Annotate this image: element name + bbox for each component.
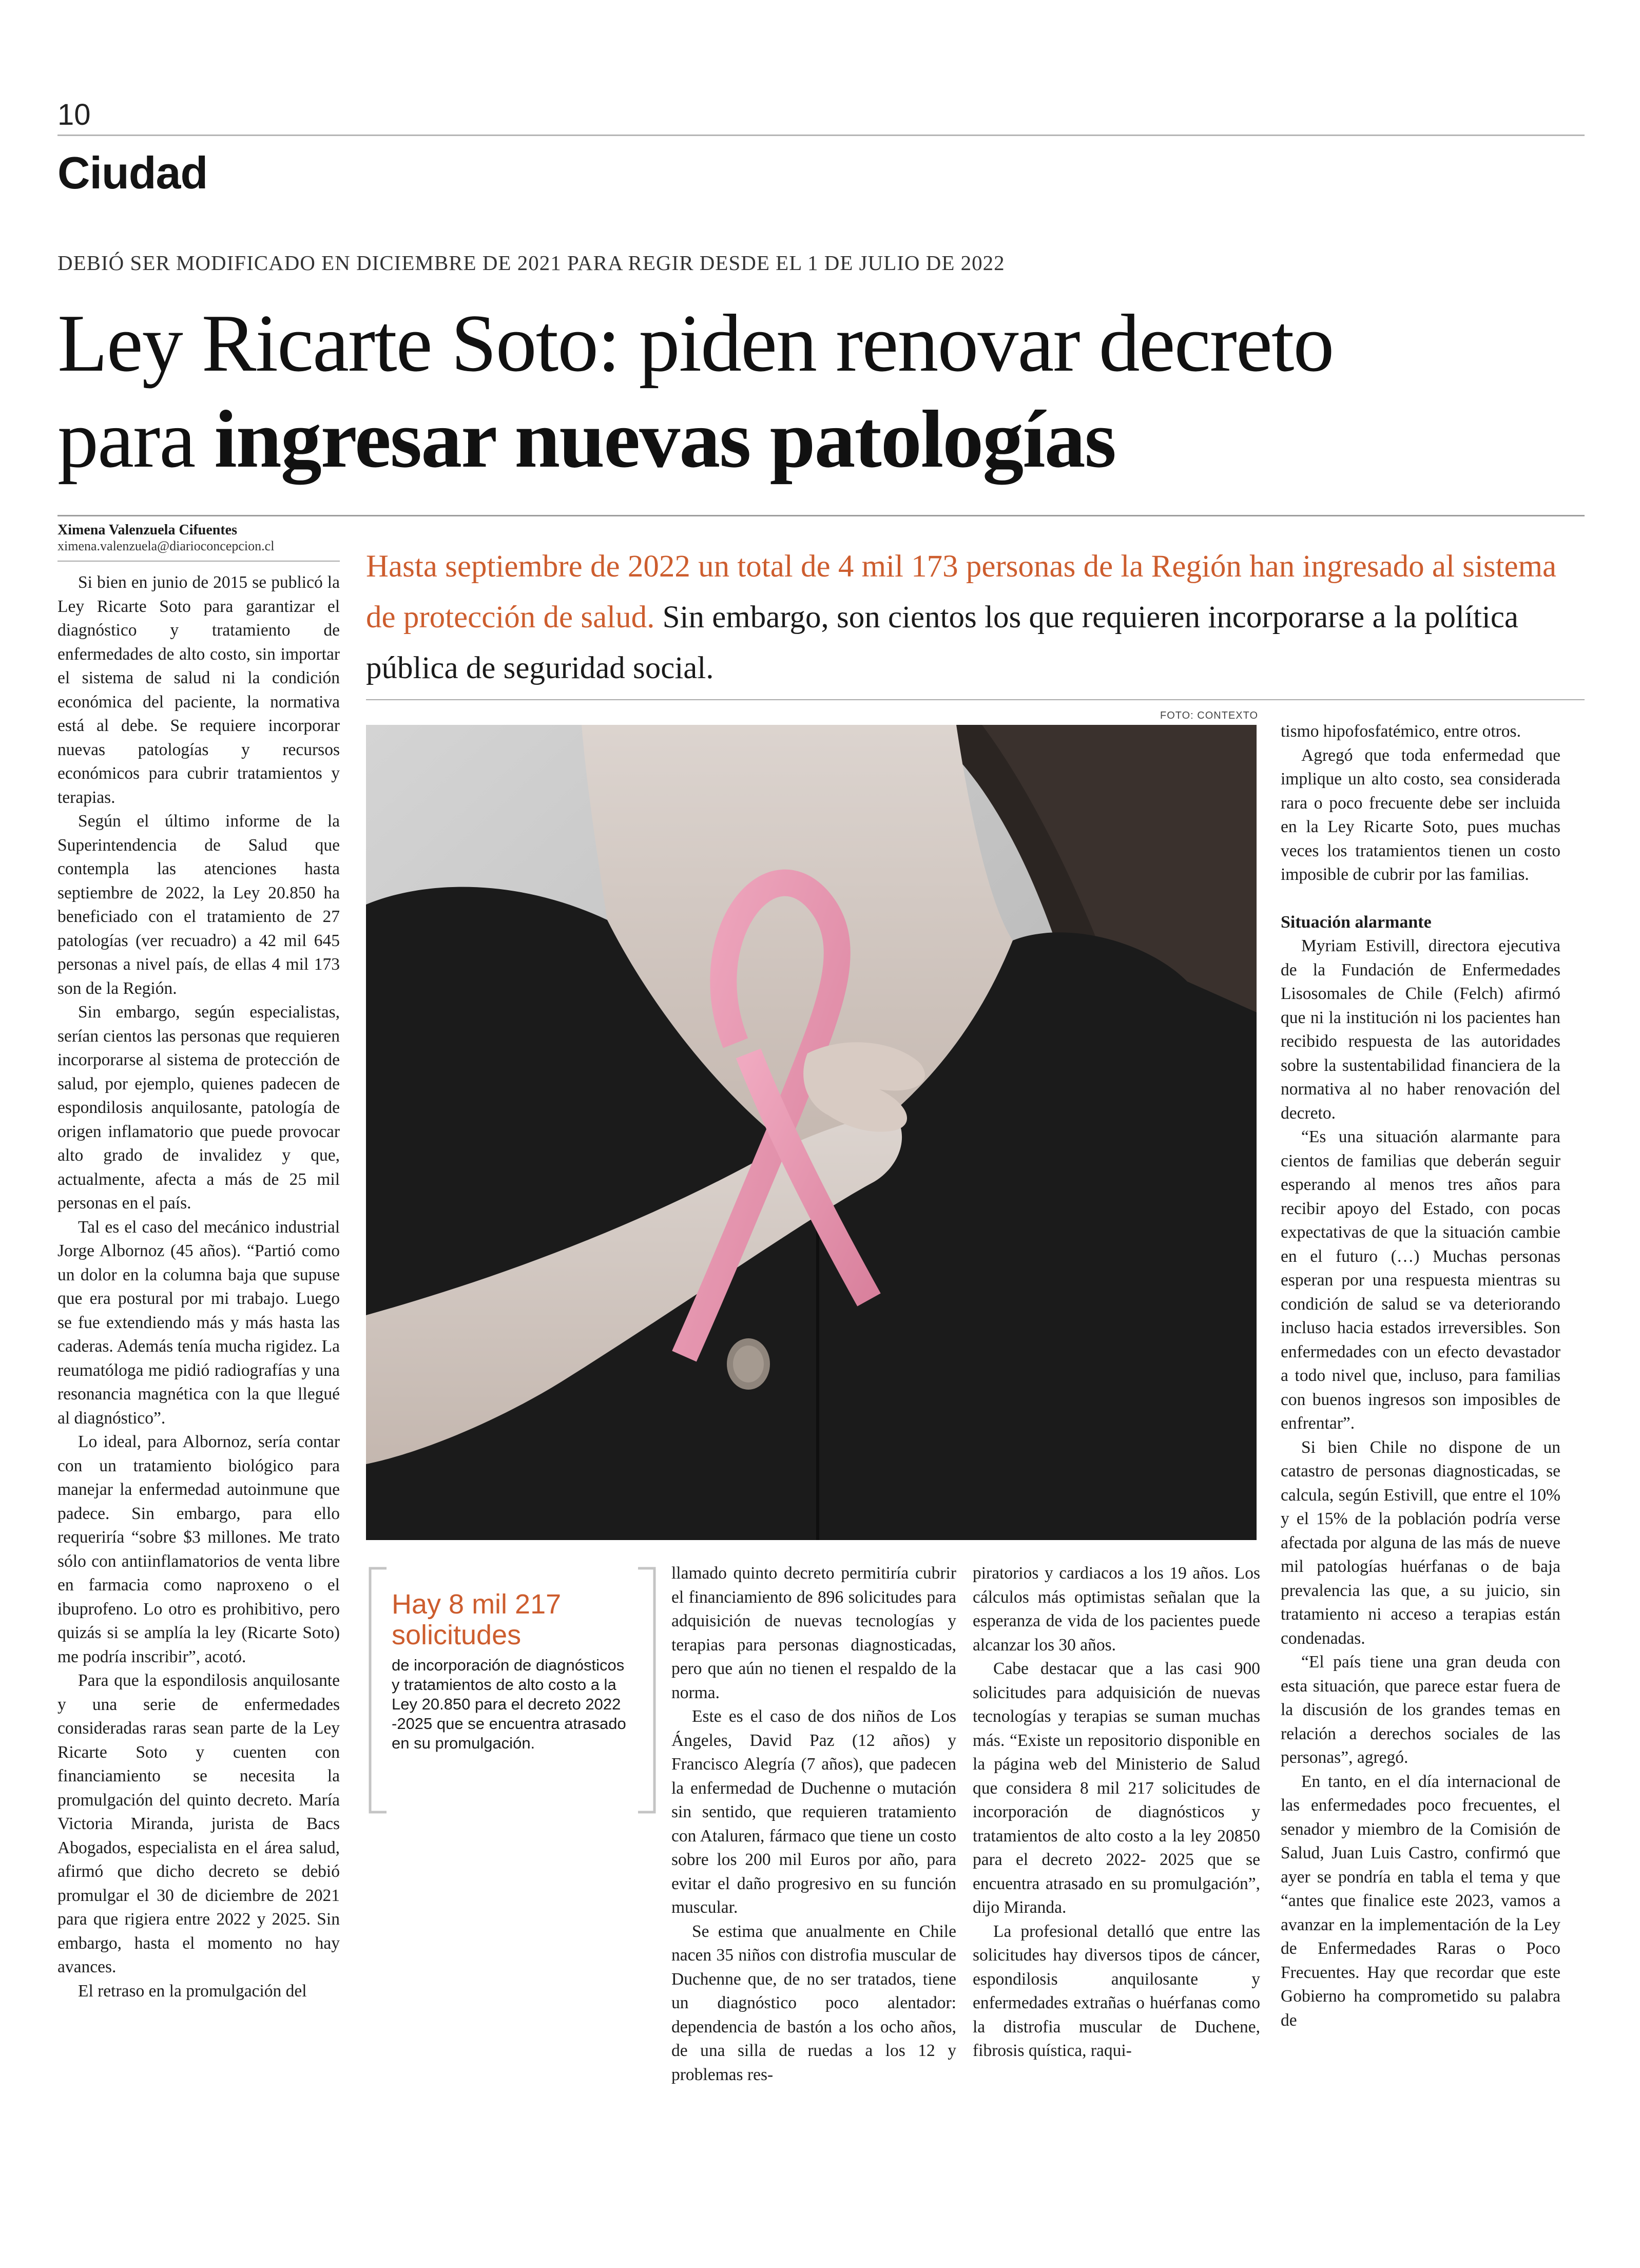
lead-rule	[366, 699, 1585, 700]
author-email[interactable]: ximena.valenzuela@diarioconcepcion.cl	[57, 539, 275, 553]
headline-regular: para	[57, 393, 215, 485]
headline-bold: ingresar nuevas patologías	[214, 393, 1115, 485]
paragraph: Cabe destacar que a las casi 900 solicitudes para adquisición de nuevas tecnologías y terapias se suman muchas más. “Existe un repositorio disponible en la página web del Ministerio de Salud que considera 8 mil 217 solicitudes de incorporación de diagnósticos y tratamientos de alto costo a la ley 20850 para el decreto 2022- 2025 que se encuentra atrasado en su promulgación”, dijo Miranda.	[973, 1659, 1260, 1917]
paragraph: Tal es el caso del mecánico industrial Jorge Albornoz (45 años). “Partió como un dolor en la columna baja que supuse que era postural por mi trabajo. Luego se fue extendiendo más y más hasta las caderas. Además tenía mucha rigidez. La reumatóloga me pidió radiografías y una resonancia magnética con la que llegué al diagnóstico”.	[57, 1217, 340, 1428]
page-number: 10	[57, 98, 91, 131]
pink-ribbon-icon	[366, 725, 1257, 1540]
paragraph: “El país tiene una gran deuda con esta situación, que parece estar fuera de la discusión de los grandes temas en relación a derechos sociales de las personas”, agregó.	[1281, 1652, 1560, 1767]
paragraph: Lo ideal, para Albornoz, sería contar con un tratamiento biológico para manejar la enfermedad autoinmune que padece. Sin embargo, para ello requeriría “sobre $3 millones. Me trato sólo con antiinflamatorios de venta libre en farmacia como naproxeno o el ibuprofeno. Lo otro es prohibitivo, pero quizás si se amplía la ley (Ricarte Soto) me podría inscribir”, acotó.	[57, 1432, 340, 1666]
paragraph: Myriam Estivill, directora ejecutiva de la Fundación de Enfermedades Lisosomales de Chile (Felch) afirmó que ni la institución ni los pacientes han recibido respuesta de las autoridades sobre la sustentabilidad financiera de la normativa al no haber renovación del decreto.	[1281, 936, 1560, 1123]
section-title: Ciudad	[57, 147, 208, 198]
headline	[57, 295, 1585, 487]
byline-rule	[57, 561, 340, 562]
paragraph: Agregó que toda enfermedad que implique un alto costo, sea considerada rara o poco frecuente debe ser incluida en la Ley Ricarte Soto, pues muchas veces los tratamientos tienen un costo imposible de cubrir por las familias.	[1281, 745, 1560, 884]
paragraph: “Es una situación alarmante para cientos de familias que deberán seguir esperando al menos tres años para recibir apoyo del Estado, con pocas expectativas de que la situación cambie en el futuro (…) Muchas personas esperan por una respuesta mientras su condición de salud se va deteriorando incluso hacia estados irreversibles. Son enfermedades con un efecto devastador a todo nivel que, incluso, para familias con buenos ingresos son imposibles de enfrentar”.	[1281, 1127, 1560, 1433]
article-photo	[366, 725, 1257, 1540]
paragraph: llamado quinto decreto permitiría cubrir el financiamiento de 896 solicitudes para adquisición de nuevas tecnologías y terapias para personas diagnosticadas, pero que aún no tienen el respaldo de la norma.	[671, 1564, 956, 1702]
paragraph: En tanto, en el día internacional de las enfermedades poco frecuentes, el senador y miembro de la Comisión de Salud, Juan Luis Castro, confirmó que ayer se pondría en tabla el tema y que “antes que finalice este 2023, vamos a avanzar en la implementación de la Ley de Enfermedades Raras o Poco Frecuentes. Hay que recordar que este Gobierno ha comprometido su palabra de	[1281, 1772, 1560, 2030]
paragraph: Sin embargo, según especialistas, serían cientos las personas que requieren incorporarse al sistema de protección de salud, por ejemplo, quienes padecen de espondilosis anquilosante, patología de origen inflamatorio que puede provocar alto grado de invalidez y que, actualmente, afecta a más de 25 mil personas en el país.	[57, 1003, 340, 1213]
headline-line-2	[57, 391, 1585, 487]
author-name: Ximena Valenzuela Cifuentes	[57, 522, 237, 538]
paragraph: La profesional detalló que entre las solicitudes hay diversos tipos de cáncer, espondilosis anquilosante y enfermedades extrañas o huérfanas como la distrofia muscular de Duchene, fibrosis quística, raqui-	[973, 1921, 1260, 2060]
callout-stat: Hay 8 mil 217 solicitudes	[392, 1589, 562, 1650]
article-column-3	[671, 1562, 956, 2087]
paragraph: piratorios y cardiacos a los 19 años. Los cálculos más optimistas señalan que la esperanza de vida de los pacientes puede alcanzar los 30 años.	[973, 1564, 1260, 1655]
paragraph: tismo hipofosfatémico, entre otros.	[1281, 722, 1521, 741]
paragraph: Según el último informe de la Superintendencia de Salud que contempla las atenciones hasta septiembre de 2022, la Ley 20.850 ha beneficiado con el tratamiento de 27 patologías (ver recuadro) a 42 mil 645 personas a nivel país, de ellas 4 mil 173 son de la Región.	[57, 812, 340, 998]
lead-highlight: Hasta septiembre de 2022 un total de 4 mil 173 personas de la Región han ingresado al sistema de protección de salud.	[366, 549, 1557, 635]
paragraph: Si bien Chile no dispone de un catastro de personas diagnosticadas, se calcula, según Estivill, que entre el 10% y el 15% de la población podría verse afectada por alguna de las más de nueve mil patologías huérfanas o de baja prevalencia las que, a su juicio, sin tratamiento ni acceso a terapias están condenadas.	[1281, 1437, 1560, 1648]
headline-rule	[57, 515, 1585, 516]
paragraph: Para que la espondilosis anquilosante y una serie de enfermedades consideradas raras sean parte de la Ley Ricarte Soto y cuenten con financiamiento se necesita la promulgación del quinto decreto. María Victoria Miranda, jurista de Bacs Abogados, especialista en el área salud, afirmó que dicho decreto se debió promulgar el 30 de diciembre de 2021 para que rigiera entre 2022 y 2025. Sin embargo, hasta el momento no hay avances.	[57, 1671, 340, 1976]
article-column-1	[57, 571, 340, 2003]
subheading: Situación alarmante	[1281, 912, 1432, 932]
article-column-5	[1281, 720, 1560, 2032]
paragraph: Se estima que anualmente en Chile nacen 35 niños con distrofia muscular de Duchenne que, de no ser tratados, tiene un diagnóstico poco alentador: dependencia de bastón a los ocho años, de una silla de ruedas a los 12 y problemas res-	[671, 1921, 956, 2084]
photo-credit: FOTO: CONTEXTO	[1160, 710, 1259, 721]
paragraph: Este es el caso de dos niños de Los Ángeles, David Paz (12 años) y Francisco Alegría (7 años), que padecen la enfermedad de Duchenne o mutación sin sentido, que requieren tratamiento con Ataluren, fármaco que tiene un costo sobre los 200 mil Euros por año, para evitar el daño progresivo en su función muscular.	[671, 1707, 956, 1917]
callout-box	[366, 1566, 659, 1815]
paragraph: El retraso en la promulgación del	[78, 1981, 307, 2001]
lead-paragraph	[366, 542, 1567, 694]
kicker: DEBIÓ SER MODIFICADO EN DICIEMBRE DE 2021 PARA REGIR DESDE EL 1 DE JULIO DE 2022	[57, 251, 1005, 275]
article-column-4	[973, 1562, 1260, 2063]
byline	[57, 522, 340, 554]
header-rule	[57, 134, 1585, 136]
lead-rest: Sin embargo, son cientos los que requieren incorporarse a la política pública de seguridad social.	[366, 600, 1518, 685]
callout-text: de incorporación de diagnósticos y tratamientos de alto costo a la Ley 20.850 para el decreto 2022 -2025 que se encuentra atrasado en su promulgación.	[392, 1656, 626, 1752]
headline-line-1: Ley Ricarte Soto: piden renovar decreto	[57, 297, 1334, 389]
paragraph: Si bien en junio de 2015 se publicó la Ley Ricarte Soto para garantizar el diagnóstico y tratamiento de enfermedades de alto costo, sin importar el sistema de salud ni la condición económica del paciente, la normativa está al debe. Se requiere incorporar nuevas patologías y recursos económicos para cubrir tratamientos y terapias.	[57, 573, 340, 807]
